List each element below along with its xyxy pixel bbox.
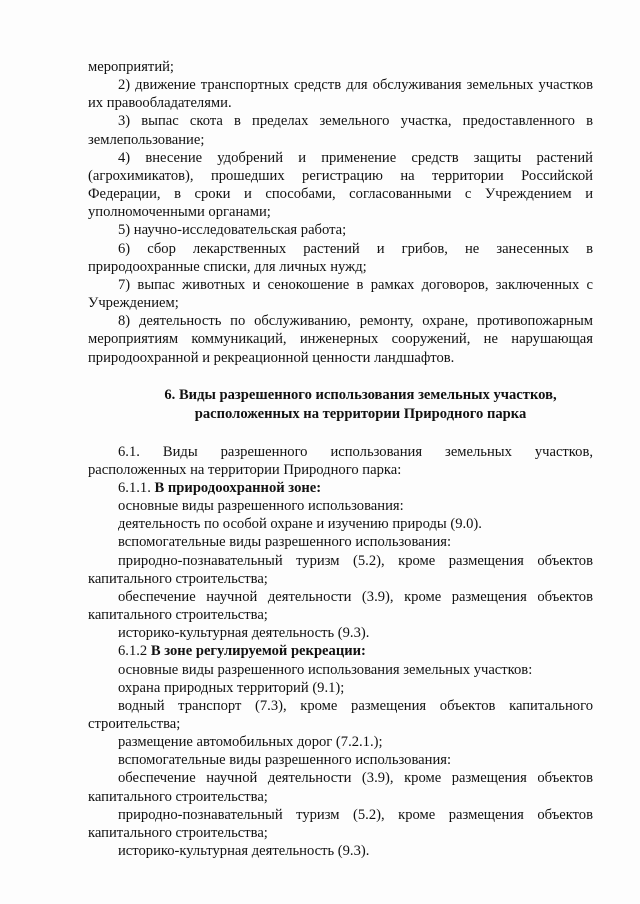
list-item: 2) движение транспортных средств для обслуживания земельных участков их правообладателями. <box>88 77 593 112</box>
zone-item: охрана природных территорий (9.1); <box>118 679 345 696</box>
zone-item: основные виды разрешенного использования земельных участков: <box>118 661 533 678</box>
list-item-continuation: мероприятий; <box>88 59 174 75</box>
subsection-title-protected-zone <box>88 479 593 497</box>
zone-item: природно-познавательный туризм (5.2), кроме размещения объектов капитального строительства; <box>88 806 593 841</box>
subsection-title: В зоне регулируемой рекреации: <box>150 643 366 660</box>
section-heading-line-2: расположенных на территории Природного парка <box>194 405 527 422</box>
section-heading-line-1: 6. Виды разрешенного использования земельных участков, <box>164 386 557 403</box>
zone-item: обеспечение научной деятельности (3.9), кроме размещения объектов капитального строительства; <box>88 770 593 805</box>
subsection-title: В природоохранной зоне: <box>154 479 322 496</box>
subsection-title-recreation-zone <box>88 642 593 660</box>
subsection-number: 6.1.2 <box>118 643 148 660</box>
zone-item: вспомогательные виды разрешенного использования: <box>118 752 452 769</box>
list-item: 8) деятельность по обслуживанию, ремонту, охране, противопожарным мероприятиям коммуникаций, инженерных сооружений, не нарушающая природоохранной и рекреационной ценности ландшафтов. <box>88 313 593 366</box>
list-item: 3) выпас скота в пределах земельного участка, предоставленного в землепользование; <box>88 113 593 148</box>
zone-item: размещение автомобильных дорог (7.2.1.); <box>118 734 383 751</box>
list-item: 7) выпас животных и сенокошение в рамках договоров, заключенных с Учреждением; <box>88 276 593 312</box>
list-item: 6) сбор лекарственных растений и грибов, не занесенных в природоохранные списки, для личных нужд; <box>88 240 593 275</box>
section-intro: 6.1. Виды разрешенного использования земельных участков, расположенных на территории Природного парка: <box>88 443 593 478</box>
subsection-number: 6.1.1. <box>118 479 151 496</box>
zone-item: вспомогательные виды разрешенного использования: <box>118 534 452 551</box>
zone-item: историко-культурная деятельность (9.3). <box>118 625 370 642</box>
zone-item: природно-познавательный туризм (5.2), кроме размещения объектов капитального строительства; <box>88 552 593 587</box>
zone-item: водный транспорт (7.3), кроме размещения объектов капитального строительства; <box>88 697 593 732</box>
zone-item: деятельность по особой охране и изучению природы (9.0). <box>118 516 482 533</box>
list-item: 4) внесение удобрений и применение средств защиты растений (агрохимикатов), прошедших регистрацию на территории Российской Федерации, в сроки и способами, согласованными с Учреждением и уполномоченными органами; <box>88 149 593 221</box>
zone-item: основные виды разрешенного использования: <box>118 498 404 515</box>
zone-item: обеспечение научной деятельности (3.9), кроме размещения объектов капитального строительства; <box>88 588 593 624</box>
document-body <box>88 58 593 860</box>
list-item: 5) научно-исследовательская работа; <box>118 222 347 239</box>
section-heading <box>88 386 593 424</box>
zone-item: историко-культурная деятельность (9.3). <box>118 843 370 860</box>
